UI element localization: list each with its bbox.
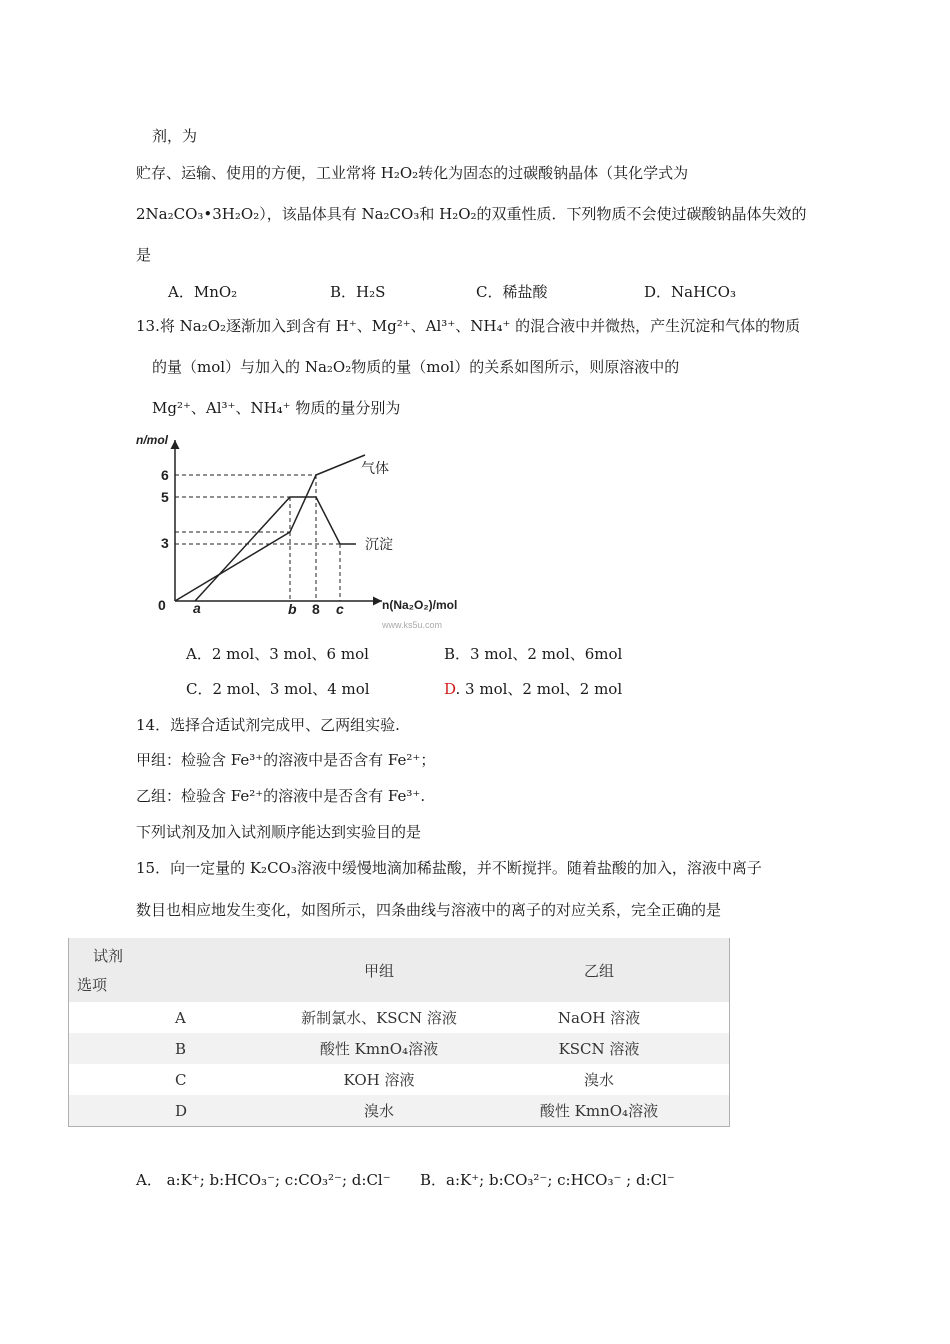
y-tick-0: 0 bbox=[158, 597, 166, 613]
q13-option-b: B．3 mol、2 mol、6mol bbox=[444, 645, 623, 663]
q12-line-2: 2Na₂CO₃•3H₂O₂），该晶体具有 Na₂CO₃和 H₂O₂的双重性质．下列物质不会使过碳酸钠晶体失效的 bbox=[136, 205, 807, 223]
q12-line-1: 贮存、运输、使用的方便，工业常将 H₂O₂转化为固态的过碳酸钠晶体（其化学式为 bbox=[136, 164, 689, 182]
row-option: B bbox=[69, 1033, 290, 1064]
q12-line-3: 是 bbox=[136, 246, 152, 264]
row-yi: NaOH 溶液 bbox=[557, 1009, 641, 1027]
q13-graph bbox=[120, 428, 480, 638]
x-tick-a: a bbox=[193, 600, 201, 616]
q12-option-c: C．稀盐酸 bbox=[476, 283, 548, 301]
q15-option-a: A． a:K⁺; b:HCO₃⁻; c:CO₃²⁻; d:Cl⁻ bbox=[136, 1171, 391, 1189]
y-tick-3: 3 bbox=[161, 535, 169, 551]
row-yi: 酸性 KmnO₄溶液 bbox=[469, 1095, 730, 1127]
row-jia: 新制氯水、KSCN 溶液 bbox=[301, 1009, 457, 1027]
q14-line-2: 甲组：检验含 Fe³⁺的溶液中是否含有 Fe²⁺； bbox=[136, 751, 436, 769]
watermark: www.ks5u.com bbox=[382, 620, 443, 630]
row-yi: KSCN 溶液 bbox=[469, 1033, 730, 1064]
row-option: C bbox=[175, 1070, 187, 1089]
reagent-table bbox=[68, 938, 730, 1127]
x-axis-label: n(Na₂O₂)/mol bbox=[382, 598, 458, 612]
header-reagent-label: 试剂 bbox=[93, 947, 124, 965]
x-tick-8: 8 bbox=[312, 601, 320, 617]
header-corner-cell bbox=[69, 938, 290, 1002]
row-jia: 溴水 bbox=[289, 1095, 469, 1127]
x-tick-b: b bbox=[288, 601, 297, 617]
q13-option-d-text: . 3 mol、2 mol、2 mol bbox=[455, 680, 623, 698]
row-yi: 溴水 bbox=[583, 1071, 614, 1089]
q13-line-3: Mg²⁺、Al³⁺、NH₄⁺ 物质的量分别为 bbox=[152, 399, 401, 417]
q15-line-1: 15．向一定量的 K₂CO₃溶液中缓慢地滴加稀盐酸，并不断搅拌。随着盐酸的加入，溶液中离子 bbox=[136, 859, 762, 877]
q14-line-3: 乙组：检验含 Fe²⁺的溶液中是否含有 Fe³⁺. bbox=[136, 787, 426, 805]
q13-option-a: A．2 mol、3 mol、6 mol bbox=[186, 645, 369, 663]
x-tick-c: c bbox=[336, 601, 344, 617]
q12-option-b: B．H₂S bbox=[330, 283, 386, 301]
gas-label: 气体 bbox=[361, 460, 389, 476]
header-option-label: 选项 bbox=[77, 976, 108, 994]
q15-option-b: B．a:K⁺; b:CO₃²⁻; c:HCO₃⁻ ; d:Cl⁻ bbox=[420, 1171, 675, 1189]
table-row bbox=[69, 1064, 730, 1095]
q12-option-a: A．MnO₂ bbox=[168, 283, 238, 301]
row-jia: KOH 溶液 bbox=[343, 1071, 415, 1089]
q13-answer-letter: D bbox=[444, 680, 456, 698]
table-row bbox=[69, 1002, 730, 1033]
q13-option-c: C．2 mol、3 mol、4 mol bbox=[186, 680, 370, 698]
q15-line-2: 数目也相应地发生变化，如图所示，四条曲线与溶液中的离子的对应关系，完全正确的是 bbox=[136, 901, 722, 919]
precipitate-curve bbox=[195, 497, 356, 601]
y-tick-6: 6 bbox=[161, 467, 169, 483]
q13-option-d bbox=[444, 679, 622, 699]
q13-line-2: 的量（mol）与加入的 Na₂O₂物质的量（mol）的关系如图所示，则原溶液中的 bbox=[152, 358, 680, 376]
q12-fragment: 剂，为 bbox=[152, 127, 198, 145]
q12-option-d: D．NaHCO₃ bbox=[644, 283, 736, 301]
header-yi: 乙组 bbox=[469, 938, 730, 1002]
q13-line-1: 13.将 Na₂O₂逐渐加入到含有 H⁺、Mg²⁺、Al³⁺、NH₄⁺ 的混合液中并微热，产生沉淀和气体的物质 bbox=[136, 317, 801, 335]
q14-line-1: 14．选择合适试剂完成甲、乙两组实验. bbox=[136, 716, 400, 734]
table-row bbox=[69, 1095, 730, 1127]
table-header-row bbox=[69, 938, 730, 1002]
row-option: A bbox=[175, 1008, 186, 1027]
row-jia: 酸性 KmnO₄溶液 bbox=[289, 1033, 469, 1064]
y-axis-label: n/mol bbox=[136, 433, 168, 447]
header-jia: 甲组 bbox=[289, 938, 469, 1002]
table-row bbox=[69, 1033, 730, 1064]
gas-curve bbox=[175, 455, 365, 601]
precipitate-label: 沉淀 bbox=[365, 536, 393, 552]
y-tick-5: 5 bbox=[161, 489, 169, 505]
q14-line-4: 下列试剂及加入试剂顺序能达到实验目的是 bbox=[136, 823, 422, 841]
row-option: D bbox=[69, 1095, 290, 1127]
